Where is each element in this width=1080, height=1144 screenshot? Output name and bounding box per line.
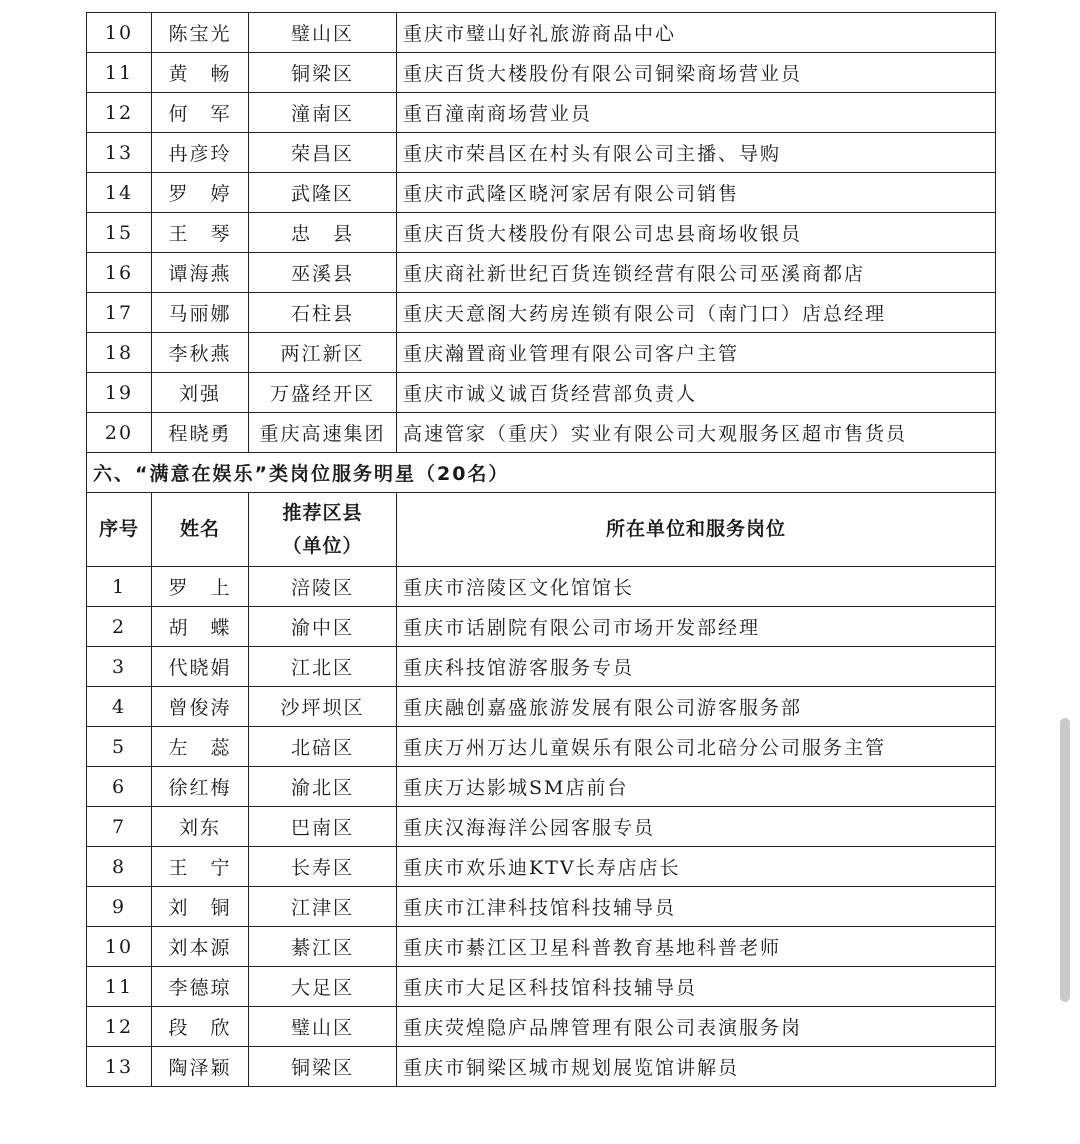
table-row [87,173,996,213]
unit-and-post: 重庆市武隆区晓河家居有限公司销售 [397,173,996,213]
district-name: 万盛经开区 [249,373,397,413]
row-number: 7 [87,807,152,847]
unit-and-post: 高速管家（重庆）实业有限公司大观服务区超市售货员 [397,413,996,453]
table-row [87,967,996,1007]
person-name: 代晓娟 [152,647,249,687]
unit-and-post: 重庆百货大楼股份有限公司铜梁商场营业员 [397,53,996,93]
table-row [87,373,996,413]
header-name: 姓名 [152,493,249,567]
person-name: 左 蕊 [152,727,249,767]
row-number: 2 [87,607,152,647]
row-number: 11 [87,53,152,93]
district-name: 璧山区 [249,13,397,53]
row-number: 15 [87,213,152,253]
table-row [87,647,996,687]
table-row [87,847,996,887]
unit-and-post: 重庆市江津科技馆科技辅导员 [397,887,996,927]
header-district-line1: 推荐区县 [282,501,363,524]
unit-and-post: 重庆万州万达儿童娱乐有限公司北碚分公司服务主管 [397,727,996,767]
unit-and-post: 重庆市綦江区卫星科普教育基地科普老师 [397,927,996,967]
district-name: 巫溪县 [249,253,397,293]
person-name: 王 琴 [152,213,249,253]
unit-and-post: 重庆荧煌隐庐品牌管理有限公司表演服务岗 [397,1007,996,1047]
person-name: 程晓勇 [152,413,249,453]
unit-and-post: 重庆商社新世纪百货连锁经营有限公司巫溪商都店 [397,253,996,293]
table-row [87,213,996,253]
row-number: 18 [87,333,152,373]
table-section [87,453,996,567]
table-row [87,887,996,927]
unit-and-post: 重庆瀚置商业管理有限公司客户主管 [397,333,996,373]
unit-and-post: 重庆市大足区科技馆科技辅导员 [397,967,996,1007]
table-row [87,13,996,53]
table-row [87,687,996,727]
unit-and-post: 重庆市诚义诚百货经营部负责人 [397,373,996,413]
row-number: 13 [87,1047,152,1087]
table-row [87,253,996,293]
section-title: 六、“满意在娱乐”类岗位服务明星（20名） [87,453,996,493]
row-number: 11 [87,967,152,1007]
unit-and-post: 重庆万达影城SM店前台 [397,767,996,807]
district-name: 两江新区 [249,333,397,373]
unit-and-post: 重庆市铜梁区城市规划展览馆讲解员 [397,1047,996,1087]
district-name: 江北区 [249,647,397,687]
unit-and-post: 重庆百货大楼股份有限公司忠县商场收银员 [397,213,996,253]
table-row [87,53,996,93]
table-row [87,927,996,967]
table-row [87,767,996,807]
district-name: 忠 县 [249,213,397,253]
header-row [87,493,996,567]
person-name: 黄 畅 [152,53,249,93]
table-row [87,807,996,847]
person-name: 陶泽颖 [152,1047,249,1087]
row-number: 14 [87,173,152,213]
table-row [87,133,996,173]
header-district [249,493,397,567]
header-unit: 所在单位和服务岗位 [397,493,996,567]
person-name: 刘本源 [152,927,249,967]
row-number: 12 [87,93,152,133]
person-name: 刘强 [152,373,249,413]
unit-and-post: 重庆市璧山好礼旅游商品中心 [397,13,996,53]
honor-list-table [86,12,996,1087]
district-name: 江津区 [249,887,397,927]
district-name: 长寿区 [249,847,397,887]
table-row [87,413,996,453]
person-name: 胡 蝶 [152,607,249,647]
person-name: 李德琼 [152,967,249,1007]
table-row [87,727,996,767]
unit-and-post: 重庆科技馆游客服务专员 [397,647,996,687]
row-number: 3 [87,647,152,687]
district-name: 渝北区 [249,767,397,807]
district-name: 大足区 [249,967,397,1007]
row-number: 9 [87,887,152,927]
district-name: 涪陵区 [249,567,397,607]
table-row [87,1007,996,1047]
table-row [87,293,996,333]
table-row [87,607,996,647]
vertical-scrollbar[interactable] [1060,718,1070,1002]
district-name: 重庆高速集团 [249,413,397,453]
district-name: 巴南区 [249,807,397,847]
person-name: 冉彦玲 [152,133,249,173]
section-row [87,453,996,493]
district-name: 渝中区 [249,607,397,647]
row-number: 10 [87,13,152,53]
table-body-top [87,13,996,453]
unit-and-post: 重庆融创嘉盛旅游发展有限公司游客服务部 [397,687,996,727]
person-name: 刘 铜 [152,887,249,927]
header-no: 序号 [87,493,152,567]
table-row [87,1047,996,1087]
person-name: 陈宝光 [152,13,249,53]
unit-and-post: 重庆市话剧院有限公司市场开发部经理 [397,607,996,647]
district-name: 武隆区 [249,173,397,213]
row-number: 1 [87,567,152,607]
person-name: 徐红梅 [152,767,249,807]
unit-and-post: 重庆汉海海洋公园客服专员 [397,807,996,847]
district-name: 荣昌区 [249,133,397,173]
row-number: 12 [87,1007,152,1047]
header-district-line2: （单位） [282,534,363,557]
unit-and-post: 重庆市荣昌区在村头有限公司主播、导购 [397,133,996,173]
district-name: 璧山区 [249,1007,397,1047]
table-row [87,567,996,607]
table-row [87,333,996,373]
row-number: 20 [87,413,152,453]
unit-and-post: 重庆天意阁大药房连锁有限公司（南门口）店总经理 [397,293,996,333]
person-name: 曾俊涛 [152,687,249,727]
unit-and-post: 重庆市欢乐迪KTV长寿店店长 [397,847,996,887]
person-name: 王 宁 [152,847,249,887]
person-name: 罗 上 [152,567,249,607]
person-name: 罗 婷 [152,173,249,213]
district-name: 石柱县 [249,293,397,333]
row-number: 8 [87,847,152,887]
person-name: 马丽娜 [152,293,249,333]
unit-and-post: 重庆市涪陵区文化馆馆长 [397,567,996,607]
person-name: 刘东 [152,807,249,847]
person-name: 何 军 [152,93,249,133]
person-name: 段 欣 [152,1007,249,1047]
row-number: 4 [87,687,152,727]
row-number: 19 [87,373,152,413]
person-name: 谭海燕 [152,253,249,293]
table-body-bottom [87,567,996,1087]
district-name: 綦江区 [249,927,397,967]
table-row [87,93,996,133]
row-number: 5 [87,727,152,767]
row-number: 16 [87,253,152,293]
row-number: 10 [87,927,152,967]
district-name: 铜梁区 [249,53,397,93]
unit-and-post: 重百潼南商场营业员 [397,93,996,133]
row-number: 17 [87,293,152,333]
district-name: 潼南区 [249,93,397,133]
district-name: 铜梁区 [249,1047,397,1087]
district-name: 北碚区 [249,727,397,767]
person-name: 李秋燕 [152,333,249,373]
district-name: 沙坪坝区 [249,687,397,727]
row-number: 13 [87,133,152,173]
row-number: 6 [87,767,152,807]
